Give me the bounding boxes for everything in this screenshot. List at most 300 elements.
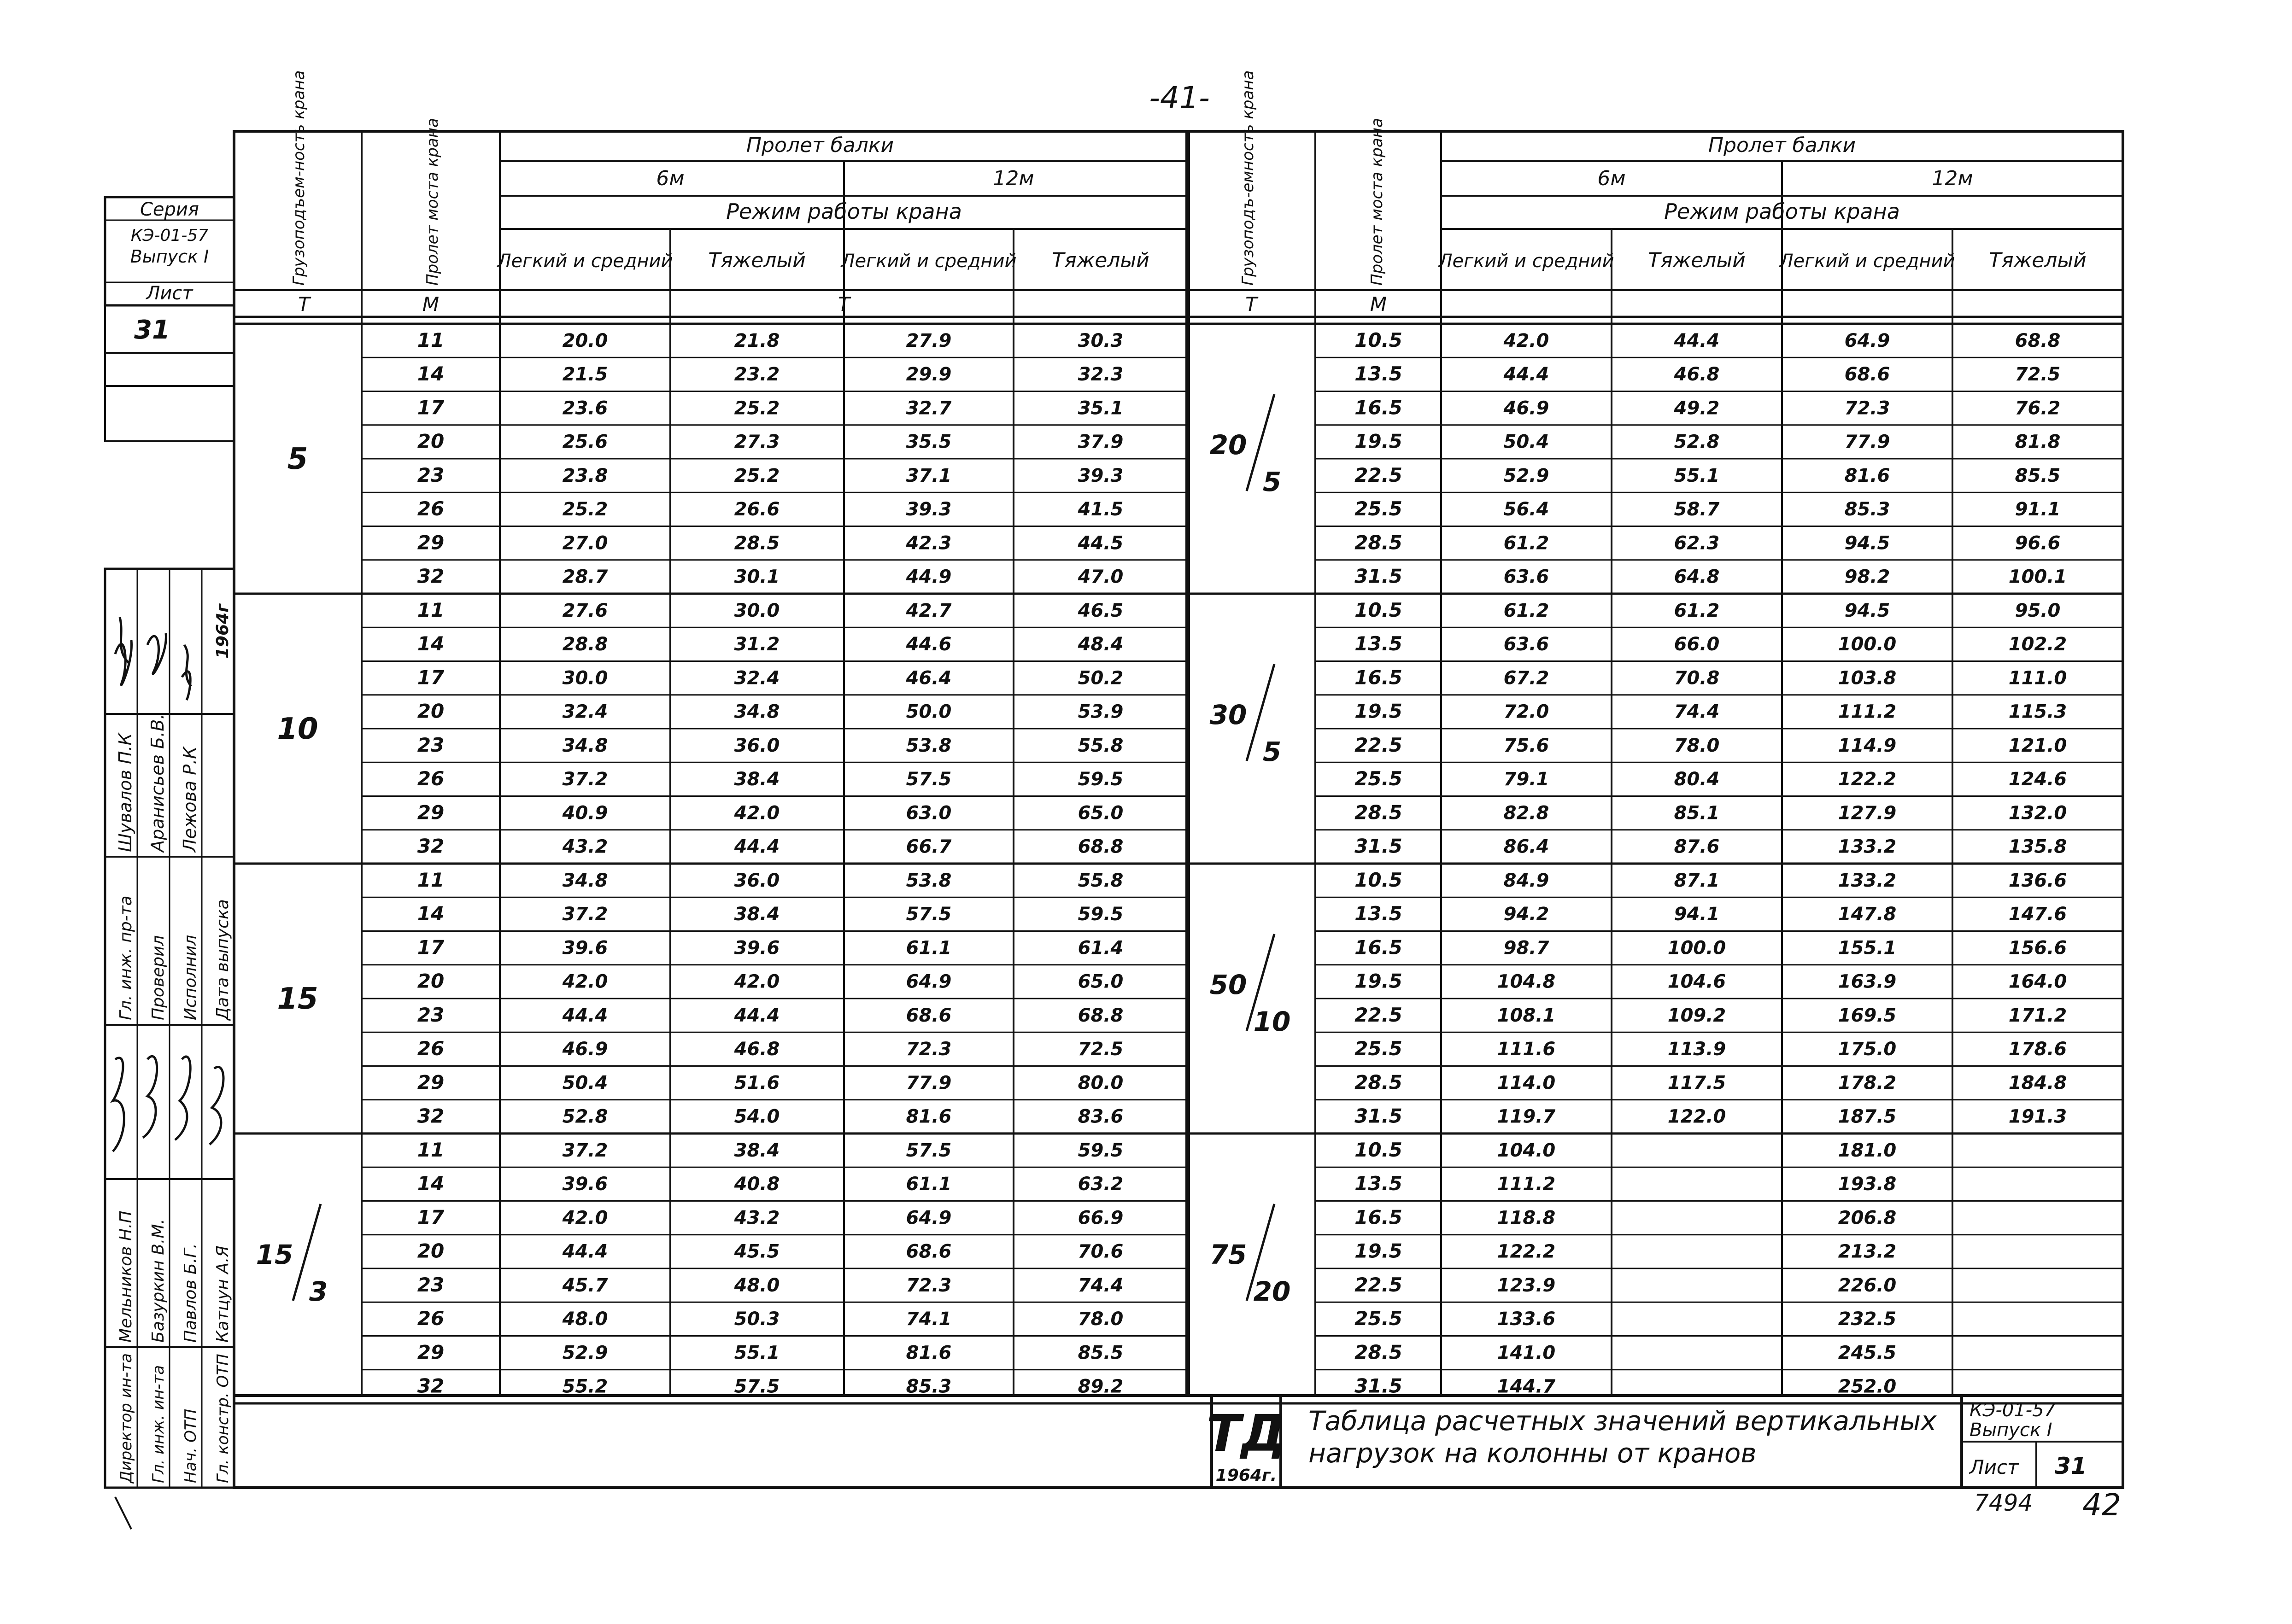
- cell-load: 34.8: [562, 870, 608, 891]
- cell-load: 95.0: [2015, 600, 2061, 621]
- cell-load: 59.5: [1078, 1139, 1124, 1161]
- cell-load: 62.3: [1674, 532, 1720, 554]
- cell-load: 124.6: [2008, 769, 2067, 790]
- cell-load: 144.7: [1497, 1376, 1556, 1397]
- cell-load: 45.7: [562, 1274, 608, 1296]
- cell-load: 46.4: [906, 667, 952, 689]
- cell-load: 94.2: [1503, 904, 1549, 925]
- cell-load: 232.5: [1838, 1309, 1897, 1330]
- cell-load: 44.4: [562, 1241, 608, 1262]
- cell-load: 61.2: [1503, 600, 1549, 621]
- cell-load: 104.8: [1497, 971, 1556, 993]
- cell-load: 85.3: [906, 1376, 952, 1397]
- cell-load: 87.1: [1674, 870, 1720, 891]
- cell-span: 26: [417, 767, 445, 790]
- group-label-top: 30: [1209, 699, 1247, 730]
- cell-load: 72.3: [906, 1274, 952, 1296]
- cell-load: 72.3: [1844, 397, 1890, 419]
- cell-span: 16.5: [1354, 1206, 1402, 1229]
- cell-load: 43.2: [734, 1207, 780, 1229]
- cell-load: 171.2: [2008, 1005, 2067, 1026]
- cell-load: 37.1: [906, 465, 952, 486]
- cell-load: 175.0: [1838, 1039, 1897, 1060]
- header-left: [234, 70, 1188, 1396]
- role-gl-konstr: Гл. констр. ОТП: [214, 1354, 232, 1483]
- cell-load: 54.0: [734, 1106, 780, 1127]
- series-value: КЭ-01-57: [130, 226, 209, 245]
- cell-span: 14: [417, 362, 445, 386]
- cell-load: 53.8: [906, 870, 952, 891]
- cell-load: 37.2: [562, 904, 608, 925]
- cell-load: 61.1: [906, 1174, 952, 1195]
- cell-load: 50.4: [1503, 431, 1549, 453]
- series-vypusk: Выпуск I: [130, 246, 209, 267]
- cell-load: 63.2: [1078, 1174, 1124, 1195]
- cell-load: 32.3: [1078, 364, 1124, 386]
- cell-load: 55.1: [1674, 465, 1720, 486]
- cell-load: 178.2: [1838, 1072, 1897, 1094]
- cell-load: 66.0: [1674, 634, 1720, 655]
- cell-span: 23: [417, 1273, 445, 1296]
- td-logo: ТД: [1206, 1404, 1286, 1463]
- cell-span: 11: [417, 328, 445, 351]
- cell-load: 72.3: [906, 1039, 952, 1060]
- cell-span: 22.5: [1354, 463, 1402, 486]
- cell-load: 74.4: [1674, 701, 1720, 723]
- left-capacity-header: Грузоподъем-ность крана: [290, 70, 308, 286]
- cell-load: 42.3: [906, 532, 952, 554]
- cell-load: 46.8: [1674, 364, 1720, 386]
- cell-load: 72.5: [2015, 364, 2061, 386]
- name-bazurkin: Базуркин В.М.: [149, 1219, 168, 1343]
- cell-load: 66.7: [906, 836, 952, 858]
- cell-load: 34.8: [734, 701, 780, 723]
- cell-load: 40.8: [734, 1174, 780, 1195]
- role-director: Директор ин-та: [117, 1353, 135, 1483]
- cell-load: 27.0: [562, 532, 608, 554]
- cell-load: 31.2: [734, 634, 780, 655]
- cell-load: 83.6: [1078, 1106, 1124, 1127]
- cell-load: 25.2: [562, 499, 608, 520]
- cell-span: 10.5: [1354, 868, 1402, 891]
- cell-load: 52.9: [562, 1342, 608, 1364]
- cell-span: 29: [417, 1071, 445, 1094]
- cell-load: 44.5: [1078, 532, 1124, 554]
- cell-load: 30.1: [734, 566, 780, 588]
- group-label-top: 75: [1209, 1239, 1247, 1270]
- role-nach-otp: Нач. ОТП: [182, 1408, 200, 1483]
- cell-load: 133.2: [1838, 836, 1897, 858]
- cell-span: 20: [417, 970, 445, 993]
- cell-load: 58.7: [1674, 499, 1720, 520]
- cell-load: 81.6: [1844, 465, 1890, 486]
- cell-load: 163.9: [1838, 971, 1897, 993]
- cell-load: 119.7: [1497, 1106, 1556, 1127]
- cell-load: 100.0: [1838, 634, 1897, 655]
- cell-load: 68.8: [1078, 1005, 1124, 1026]
- cell-load: 94.5: [1844, 532, 1890, 554]
- name-melnikov: Мельников Н.П: [117, 1210, 135, 1343]
- cell-load: 44.4: [734, 1005, 780, 1026]
- cell-span: 28.5: [1354, 1071, 1402, 1094]
- left-unit-m: М: [422, 293, 440, 315]
- title-line-2: нагрузок на колонны от кранов: [1308, 1437, 1757, 1469]
- cell-span: 23: [417, 463, 445, 486]
- cell-load: 65.0: [1078, 971, 1124, 993]
- cell-load: 123.9: [1497, 1274, 1556, 1296]
- cell-span: 19.5: [1354, 970, 1402, 993]
- cell-load: 122.2: [1838, 769, 1897, 790]
- cell-load: 87.6: [1674, 836, 1720, 858]
- cell-load: 100.1: [2008, 566, 2067, 588]
- cell-load: 44.4: [1674, 330, 1720, 351]
- title-vypusk: Выпуск I: [1970, 1420, 2052, 1441]
- cell-load: 37.2: [562, 1139, 608, 1161]
- group-label-bottom: 20: [1253, 1276, 1291, 1307]
- cell-span: 13.5: [1354, 632, 1402, 655]
- cell-span: 22.5: [1354, 733, 1402, 756]
- cell-load: 81.6: [906, 1106, 952, 1127]
- cell-load: 96.6: [2015, 532, 2061, 554]
- cell-span: 17: [417, 936, 445, 959]
- cell-load: 115.3: [2008, 701, 2067, 723]
- role-gl-inzh-prta: Гл. инж. пр-та: [117, 895, 135, 1020]
- cell-span: 16.5: [1354, 936, 1402, 959]
- cell-load: 44.4: [1503, 364, 1549, 386]
- right-span-12: 12м: [1932, 167, 1973, 190]
- right-light-6: Легкий и средний: [1438, 251, 1614, 272]
- left-light-6: Легкий и средний: [497, 251, 673, 272]
- cell-load: 59.5: [1078, 769, 1124, 790]
- cell-load: 111.2: [1838, 701, 1897, 723]
- cell-load: 81.6: [906, 1342, 952, 1364]
- cell-load: 75.6: [1503, 735, 1549, 756]
- cell-load: 66.9: [1078, 1207, 1124, 1229]
- cell-load: 147.8: [1838, 904, 1897, 925]
- cell-load: 85.1: [1674, 802, 1720, 824]
- cell-span: 26: [417, 497, 445, 520]
- name-kattsun: Катцун А.Я: [213, 1245, 232, 1343]
- cell-load: 21.5: [562, 364, 608, 386]
- cell-load: 42.0: [562, 971, 608, 993]
- cell-span: 16.5: [1354, 396, 1402, 419]
- cell-load: 72.0: [1503, 701, 1549, 723]
- cell-span: 32: [417, 1104, 445, 1127]
- cell-load: 114.9: [1838, 735, 1897, 756]
- cell-load: 64.9: [906, 1207, 952, 1229]
- right-data-table: [1188, 329, 2123, 1403]
- cell-load: 82.8: [1503, 802, 1549, 824]
- cell-load: 27.6: [562, 600, 608, 621]
- cell-load: 86.4: [1503, 836, 1549, 858]
- cell-load: 36.0: [734, 735, 780, 756]
- cell-load: 184.8: [2008, 1072, 2067, 1094]
- td-logo-year: 1964г.: [1215, 1466, 1277, 1485]
- cell-load: 20.0: [562, 330, 608, 351]
- cell-load: 193.8: [1838, 1174, 1897, 1195]
- cell-load: 41.5: [1078, 499, 1124, 520]
- cell-span: 10.5: [1354, 328, 1402, 351]
- cell-load: 133.6: [1497, 1309, 1556, 1330]
- left-span-6: 6м: [656, 167, 685, 190]
- cell-load: 80.4: [1674, 769, 1720, 790]
- cell-load: 102.2: [2008, 634, 2067, 655]
- title-block: [1206, 1396, 2123, 1523]
- cell-load: 94.5: [1844, 600, 1890, 621]
- cell-span: 32: [417, 565, 445, 588]
- left-unit-t2: Т: [838, 293, 850, 315]
- cell-load: 27.3: [734, 431, 780, 453]
- cell-load: 30.0: [562, 667, 608, 689]
- cell-load: 57.5: [906, 904, 952, 925]
- cell-load: 122.2: [1497, 1241, 1556, 1262]
- group-label-bottom: 5: [1262, 466, 1282, 497]
- cell-load: 111.2: [1497, 1174, 1556, 1195]
- cell-load: 50.4: [562, 1072, 608, 1094]
- cell-load: 55.8: [1078, 735, 1124, 756]
- cell-load: 30.3: [1078, 330, 1124, 351]
- cell-load: 133.2: [1838, 870, 1897, 891]
- cell-load: 70.6: [1078, 1241, 1124, 1262]
- cell-load: 28.8: [562, 634, 608, 655]
- cell-load: 77.9: [906, 1072, 952, 1094]
- cell-load: 25.6: [562, 431, 608, 453]
- signatures: [113, 617, 223, 1151]
- cell-span: 10.5: [1354, 598, 1402, 621]
- cell-load: 55.2: [562, 1376, 608, 1397]
- cell-load: 111.0: [2008, 667, 2067, 689]
- cell-load: 48.4: [1078, 634, 1124, 655]
- cell-span: 22.5: [1354, 1273, 1402, 1296]
- approval-block: [105, 569, 234, 1488]
- left-beam-span: Пролет балки: [746, 134, 894, 157]
- cell-load: 155.1: [1838, 937, 1897, 959]
- cell-load: 61.2: [1503, 532, 1549, 554]
- cell-load: 52.8: [562, 1106, 608, 1127]
- cell-load: 98.7: [1503, 937, 1549, 959]
- cell-load: 37.9: [1078, 431, 1124, 453]
- cell-load: 68.6: [1844, 364, 1890, 386]
- cell-load: 64.8: [1674, 566, 1720, 588]
- cell-load: 191.3: [2008, 1106, 2067, 1127]
- cell-load: 63.0: [906, 802, 952, 824]
- cell-load: 252.0: [1838, 1376, 1897, 1397]
- cell-span: 32: [417, 1374, 445, 1397]
- cell-load: 169.5: [1838, 1005, 1897, 1026]
- cell-span: 28.5: [1354, 531, 1402, 554]
- cell-load: 39.6: [734, 937, 780, 959]
- cell-load: 103.8: [1838, 667, 1897, 689]
- cell-load: 57.5: [734, 1376, 780, 1397]
- cell-load: 51.6: [734, 1072, 780, 1094]
- group-label: 5: [287, 442, 308, 476]
- cell-load: 68.8: [1078, 836, 1124, 858]
- cell-load: 64.9: [1844, 330, 1890, 351]
- name-pavlov: Павлов Б.Г.: [181, 1243, 200, 1343]
- title-series: КЭ-01-57: [1970, 1400, 2056, 1421]
- right-beam-span: Пролет балки: [1708, 134, 1856, 157]
- cell-load: 28.5: [734, 532, 780, 554]
- cell-load: 44.9: [906, 566, 952, 588]
- cell-load: 64.9: [906, 971, 952, 993]
- role-data-vypuska: Дата выпуска: [213, 899, 232, 1020]
- cell-load: 85.5: [2015, 465, 2061, 486]
- cell-load: 85.3: [1844, 499, 1890, 520]
- cell-load: 68.8: [2015, 330, 2061, 351]
- cell-load: 100.0: [1667, 937, 1726, 959]
- series-list-label: Лист: [146, 283, 193, 304]
- cell-load: 35.1: [1078, 397, 1124, 419]
- cell-load: 46.5: [1078, 600, 1124, 621]
- left-span-header: Пролет моста крана: [423, 118, 442, 286]
- cell-load: 67.2: [1503, 667, 1549, 689]
- cell-span: 23: [417, 1003, 445, 1026]
- cell-load: 52.9: [1503, 465, 1549, 486]
- right-unit-m: М: [1370, 293, 1387, 315]
- group-label-bottom: 3: [309, 1276, 328, 1307]
- group-label-top: 15: [256, 1239, 293, 1270]
- left-heavy-6: Тяжелый: [708, 249, 806, 272]
- cell-load: 80.0: [1078, 1072, 1124, 1094]
- cell-load: 70.8: [1674, 667, 1720, 689]
- cell-load: 49.2: [1674, 397, 1720, 419]
- cell-load: 206.8: [1838, 1207, 1897, 1229]
- cell-load: 44.4: [734, 836, 780, 858]
- cell-load: 245.5: [1838, 1342, 1897, 1364]
- cell-load: 226.0: [1838, 1274, 1897, 1296]
- name-lezhova: Лежова Р.К: [180, 746, 200, 852]
- cell-load: 104.6: [1667, 971, 1726, 993]
- cell-load: 81.8: [2015, 431, 2061, 453]
- series-stamp: [105, 197, 234, 441]
- cell-load: 118.8: [1497, 1207, 1556, 1229]
- cell-load: 53.9: [1078, 701, 1124, 723]
- left-span-12: 12м: [993, 167, 1034, 190]
- cell-span: 28.5: [1354, 801, 1402, 824]
- cell-span: 16.5: [1354, 666, 1402, 689]
- cell-span: 31.5: [1354, 1374, 1402, 1397]
- cell-load: 104.0: [1497, 1139, 1556, 1161]
- cell-load: 141.0: [1497, 1342, 1556, 1364]
- page-42: 42: [2082, 1487, 2121, 1523]
- group-label: 15: [277, 982, 318, 1016]
- right-span-6: 6м: [1597, 167, 1626, 190]
- cell-load: 181.0: [1838, 1139, 1897, 1161]
- cell-load: 38.4: [734, 1139, 780, 1161]
- cell-load: 178.6: [2008, 1039, 2067, 1060]
- cell-load: 74.1: [906, 1309, 952, 1330]
- archive-number: 7494: [1974, 1490, 2033, 1516]
- cell-load: 108.1: [1497, 1005, 1556, 1026]
- cell-load: 44.4: [562, 1005, 608, 1026]
- cell-load: 34.8: [562, 735, 608, 756]
- cell-load: 59.5: [1078, 904, 1124, 925]
- cell-load: 23.2: [734, 364, 780, 386]
- cell-load: 127.9: [1838, 802, 1897, 824]
- cell-load: 47.0: [1078, 566, 1124, 588]
- left-unit-t1: Т: [298, 293, 310, 315]
- cell-load: 39.3: [906, 499, 952, 520]
- right-light-12: Легкий и средний: [1779, 251, 1955, 272]
- cell-span: 20: [417, 1239, 445, 1262]
- cell-span: 17: [417, 1206, 445, 1229]
- cell-load: 122.0: [1667, 1106, 1726, 1127]
- cell-load: 57.5: [906, 769, 952, 790]
- cell-load: 35.5: [906, 431, 952, 453]
- cell-span: 25.5: [1354, 1037, 1402, 1060]
- cell-load: 42.0: [1503, 330, 1549, 351]
- cell-load: 85.5: [1078, 1342, 1124, 1364]
- cell-load: 30.0: [734, 600, 780, 621]
- cell-load: 61.2: [1674, 600, 1720, 621]
- cell-load: 46.8: [734, 1039, 780, 1060]
- cell-span: 14: [417, 902, 445, 925]
- cell-load: 121.0: [2008, 735, 2067, 756]
- cell-span: 10.5: [1354, 1138, 1402, 1161]
- cell-load: 27.9: [906, 330, 952, 351]
- cell-load: 61.4: [1078, 937, 1124, 959]
- cell-load: 136.6: [2008, 870, 2067, 891]
- name-aranisyev: Аранисьев Б.В.: [147, 713, 168, 852]
- group-label: 10: [277, 712, 318, 746]
- cell-load: 25.2: [734, 465, 780, 486]
- cell-span: 17: [417, 666, 445, 689]
- page-number: -41-: [1149, 80, 1210, 116]
- cell-load: 78.0: [1674, 735, 1720, 756]
- left-heavy-12: Тяжелый: [1052, 249, 1149, 272]
- cell-load: 84.9: [1503, 870, 1549, 891]
- cell-load: 57.5: [906, 1139, 952, 1161]
- cell-span: 22.5: [1354, 1003, 1402, 1026]
- title-list-value: 31: [2055, 1453, 2087, 1479]
- cell-load: 63.6: [1503, 634, 1549, 655]
- cell-load: 40.9: [562, 802, 608, 824]
- cell-span: 23: [417, 733, 445, 756]
- cell-span: 17: [417, 396, 445, 419]
- cell-span: 19.5: [1354, 430, 1402, 453]
- cell-load: 50.0: [906, 701, 952, 723]
- cell-load: 32.7: [906, 397, 952, 419]
- cell-load: 42.0: [562, 1207, 608, 1229]
- group-label-top: 50: [1209, 969, 1247, 1000]
- cell-load: 79.1: [1503, 769, 1549, 790]
- cell-load: 114.0: [1497, 1072, 1556, 1094]
- right-heavy-6: Тяжелый: [1648, 249, 1746, 272]
- cell-load: 32.4: [562, 701, 608, 723]
- cell-span: 25.5: [1354, 1307, 1402, 1330]
- cell-span: 29: [417, 1341, 445, 1364]
- title-list-label: Лист: [1970, 1456, 2019, 1478]
- cell-load: 135.8: [2008, 836, 2067, 858]
- cell-span: 13.5: [1354, 1172, 1402, 1195]
- year-top: 1964г: [213, 603, 232, 659]
- cell-load: 89.2: [1078, 1376, 1124, 1397]
- cell-load: 50.2: [1078, 667, 1124, 689]
- role-ispolnil: Исполнил: [181, 935, 200, 1020]
- left-mode: Режим работы крана: [726, 199, 962, 224]
- group-label-bottom: 5: [1262, 736, 1282, 767]
- cell-load: 76.2: [2015, 397, 2061, 419]
- right-unit-t: Т: [1245, 293, 1257, 315]
- cell-load: 46.9: [562, 1039, 608, 1060]
- cell-span: 11: [417, 868, 445, 891]
- cell-load: 32.4: [734, 667, 780, 689]
- left-light-12: Легкий и средний: [841, 251, 1017, 272]
- cell-span: 25.5: [1354, 767, 1402, 790]
- cell-load: 77.9: [1844, 431, 1890, 453]
- cell-load: 21.8: [734, 330, 780, 351]
- cell-span: 11: [417, 1138, 445, 1161]
